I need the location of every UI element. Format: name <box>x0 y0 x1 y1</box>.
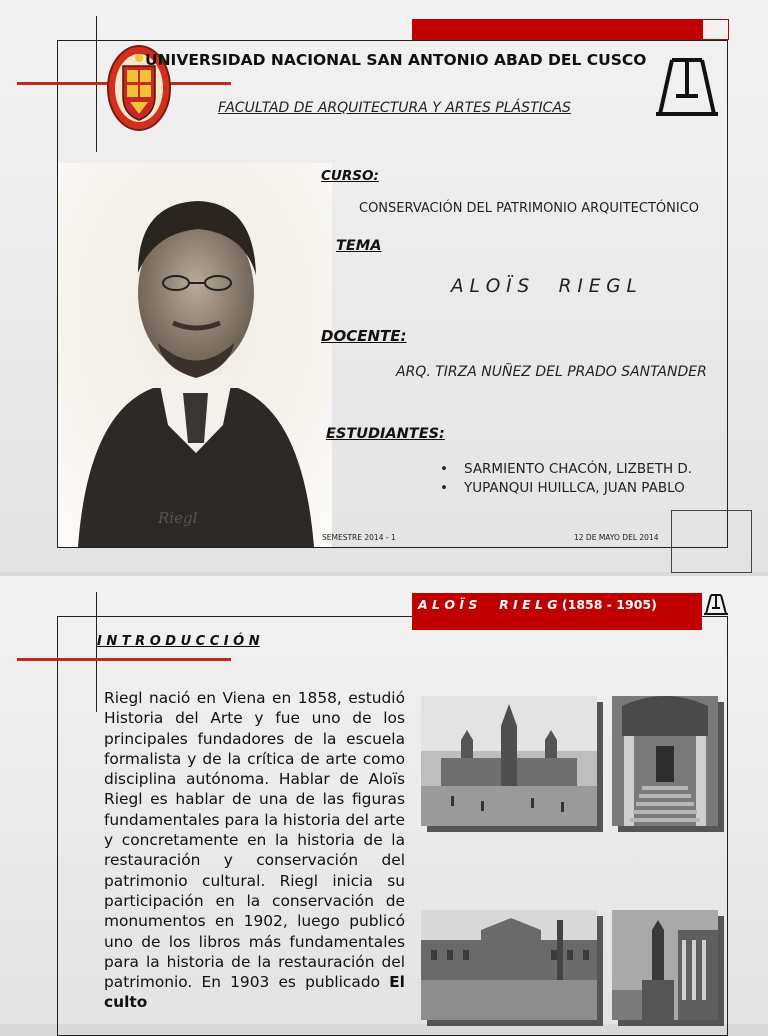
intro-tail-bold: El culto <box>104 973 405 1012</box>
students-list <box>440 460 692 498</box>
intro-tail-start: 1903 <box>230 973 270 992</box>
date-text: 12 DE MAYO DEL 2014 <box>574 533 659 542</box>
section-title: I N T R O D U C C I Ó N <box>97 634 260 649</box>
faculty-title: FACULTAD DE ARQUITECTURA Y ARTES PLÁSTICAS <box>218 100 571 116</box>
student-item: • YUPANQUI HUILLCA, JUAN PABLO <box>440 479 692 498</box>
university-building-icon <box>421 910 597 1020</box>
intro-paragraph <box>104 688 405 1013</box>
topic-value: A L O Ï S R I E G L <box>451 276 637 297</box>
header-text <box>418 597 696 612</box>
architecture-logo-icon <box>703 593 729 617</box>
course-value: CONSERVACIÓN DEL PATRIMONIO ARQUITECTÓNICO <box>359 201 699 216</box>
intro-body: Riegl nació en Viena en 1858, estudió Historia del Arte y fue uno de los principales fundadores de la escuela formalista y de la crítica de arte como disciplina autónoma. Hablar de Aloïs Riegl es hablar de una de las figuras fundamentales para la historia del arte y concretamente en la historia de la restauración y conservación del patrimonio cultural. Riegl inicia su participación en la conservación de monumentos en 1902, luego publicó uno de los libros más fundamentales para la historia de la restauración del patrimonio. En <box>104 689 406 992</box>
header-years: (1858 - 1905) <box>561 597 657 612</box>
semester-text: SEMESTRE 2014 - 1 <box>322 533 396 542</box>
riegl-portrait <box>58 163 332 547</box>
city-hall-icon <box>421 696 597 826</box>
red-rule <box>17 658 231 661</box>
teacher-value: ARQ. TIRZA NUÑEZ DEL PRADO SANTANDER <box>396 364 707 380</box>
parliament-statue-icon <box>612 910 718 1020</box>
teacher-label: DOCENTE: <box>321 327 407 345</box>
student-item: • SARMIENTO CHACÓN, LIZBETH D. <box>440 460 692 479</box>
red-header-bar <box>412 19 702 40</box>
staircase-icon <box>612 696 718 826</box>
portrait-signature: Riegl <box>158 509 198 527</box>
topic-label: TEMA <box>336 238 382 254</box>
intro-tail-mid: es publicado <box>278 973 381 992</box>
students-label: ESTUDIANTES: <box>326 426 445 442</box>
university-title: UNIVERSIDAD NACIONAL SAN ANTONIO ABAD DEL CUSCO <box>145 51 647 69</box>
red-header-bar <box>412 593 702 630</box>
corner-square <box>671 510 752 573</box>
corner-box <box>702 19 729 40</box>
intro-slide <box>0 576 768 1024</box>
architecture-logo-icon <box>654 56 720 118</box>
header-name: A L O Ï S R I E L G <box>418 597 558 612</box>
vertical-rule <box>96 592 97 712</box>
course-label: CURSO: <box>321 168 379 184</box>
